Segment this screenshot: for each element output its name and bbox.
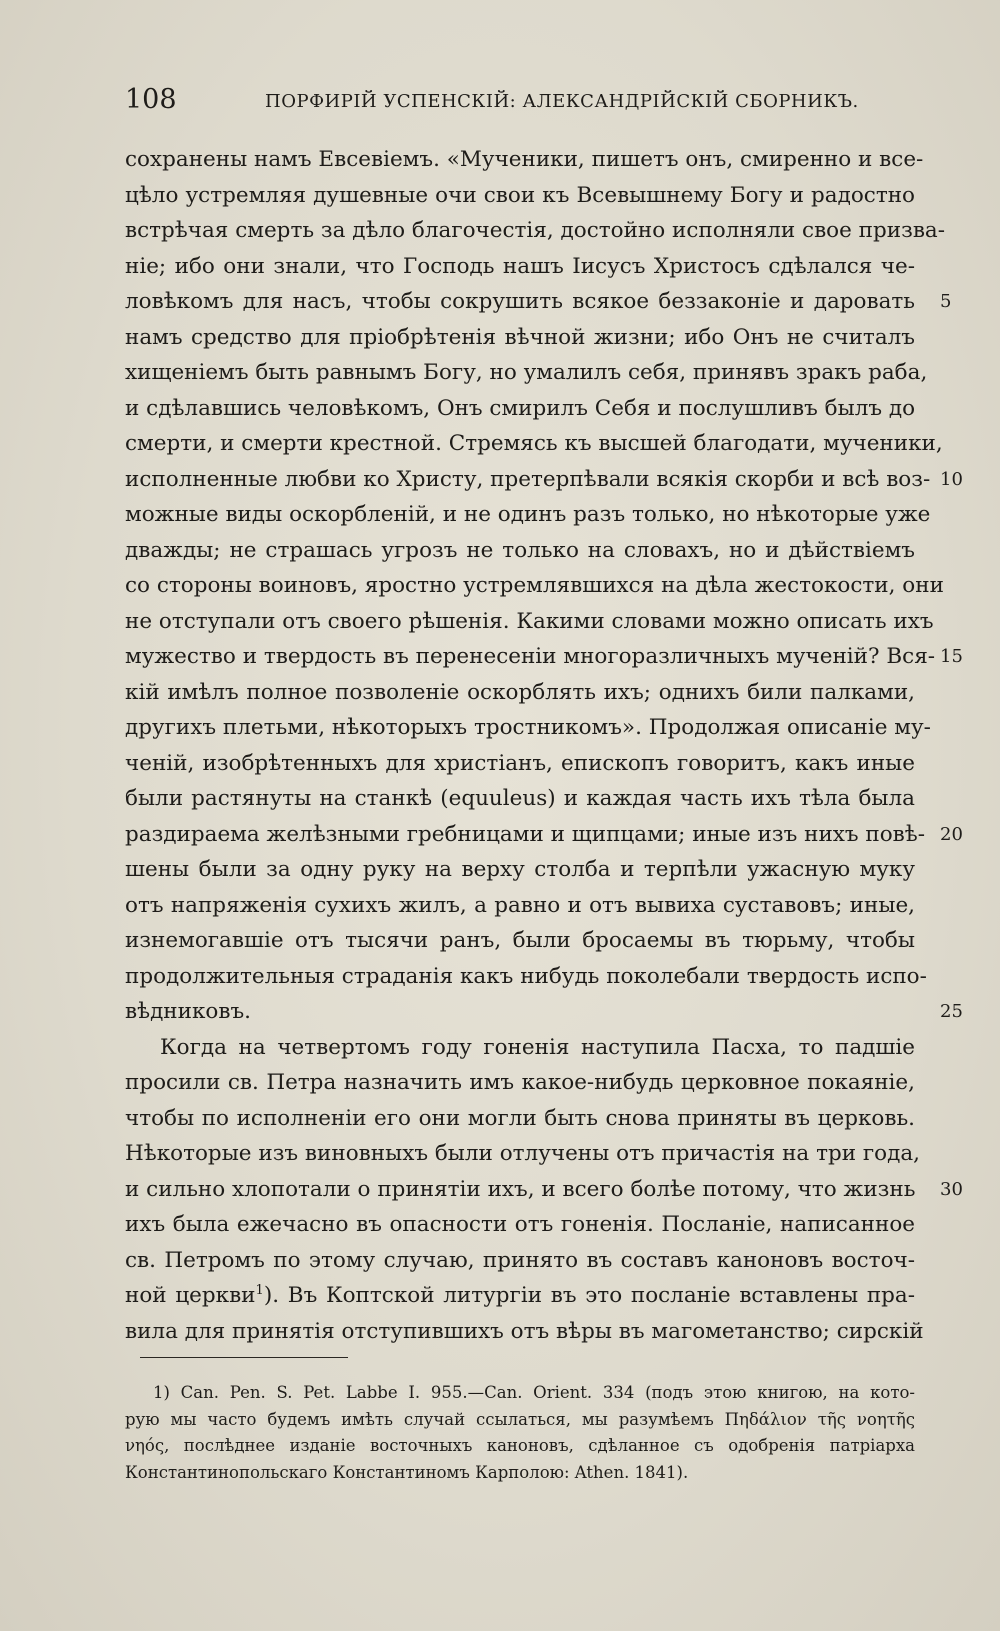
text-line: намъ средство для пріобрѣтенія вѣчной жизни; ибо Онъ не считалъ <box>125 324 915 350</box>
text-line: были растянуты на станкѣ (equuleus) и каждая часть ихъ тѣла была <box>125 786 915 811</box>
text-line: другихъ плетьми, нѣкоторыхъ тростникомъ». Продолжая описаніе му- <box>125 715 931 740</box>
text-line: чтобы по исполненіи его они могли быть снова приняты въ церковь. <box>125 1105 915 1131</box>
page-number: 108 <box>125 84 177 115</box>
text-line: ніе; ибо они знали, что Господь нашъ Іисусъ Христосъ сдѣлался че- <box>125 253 915 279</box>
text-line: и сдѣлавшись человѣкомъ, Онъ смирилъ Себя и послушливъ былъ до <box>125 395 916 421</box>
text-line: продолжительныя страданія какъ нибудь поколебали твердость испо- <box>125 963 927 989</box>
line-number: 5 <box>940 291 952 312</box>
line-number: 15 <box>940 646 963 667</box>
footnote-line: Константинопольскаго Константиномъ Карполою: Athen. 1841). <box>125 1462 689 1482</box>
text-line: хищеніемъ быть равнымъ Богу, но умалилъ себя, принявъ зракъ раба, <box>125 360 928 385</box>
line-number: 10 <box>940 468 963 490</box>
footnote-reference: 1 <box>255 1282 264 1298</box>
line-number: 30 <box>940 1178 963 1200</box>
text-line: цѣло устремляя душевные очи свои къ Всевышнему Богу и радостно <box>125 182 915 208</box>
main-text <box>125 142 963 1349</box>
text-line: вила для принятія отступившихъ отъ вѣры въ магометанство; сирскій <box>125 1318 924 1344</box>
text-line: кій имѣлъ полное позволеніе оскорблять ихъ; однихъ били палками, <box>125 679 915 705</box>
text-line: шены были за одну руку на верху столба и терпѣли ужасную муку <box>125 857 915 882</box>
text-line: мужество и твердость въ перенесеніи многоразличныхъ мученій? Вся- 15 <box>125 639 915 675</box>
text-line: св. Петромъ по этому случаю, принято въ составъ каноновъ восточ- <box>125 1247 915 1273</box>
text-line: просили св. Петра назначить имъ какое-нибудь церковное покаяніе, <box>125 1070 915 1095</box>
text-line: и сильно хлопотали о принятіи ихъ, и всего болѣе потому, что жизнь 30 <box>125 1172 915 1208</box>
line-number: 25 <box>940 1001 963 1022</box>
text-line: ной церкви$^1$). Въ Коптской литургіи въ это посланіе вставлены пра- <box>125 1282 916 1308</box>
text-line: отъ напряженія сухихъ жилъ, а равно и отъ вывиха суставовъ; иные, <box>125 892 915 918</box>
text-line: можные виды оскорбленій, и не одинъ разъ только, но нѣкоторые уже <box>125 502 931 527</box>
footnote-line: рую мы часто будемъ имѣть случай ссылаться, мы разумѣемъ Πηδάλιον τῆς νοητῆς <box>125 1409 915 1429</box>
text-line: ловѣкомъ для насъ, чтобы сокрушить всякое беззаконіе и даровать 5 <box>125 284 915 320</box>
text-line: раздираема желѣзными гребницами и щипцами; иные изъ нихъ повѣ- 20 <box>125 817 915 853</box>
footnote-line: 1) Can. Pen. S. Pet. Labbe I. 955.—Can. Orient. 334 (подъ этою книгою, на кото- <box>153 1383 915 1402</box>
text-line: Нѣкоторые изъ виновныхъ были отлучены отъ причастія на три года, <box>125 1141 920 1166</box>
text-line: встрѣчая смерть за дѣло благочестія, достойно исполняли свое призва- <box>125 218 946 243</box>
line-number: 20 <box>940 823 963 845</box>
text-line: со стороны воиновъ, яростно устремлявшихся на дѣла жестокости, они <box>125 573 944 598</box>
text-line: не отступали отъ своего рѣшенія. Какими словами можно описать ихъ <box>125 608 934 634</box>
text-line: Когда на четвертомъ году гоненія наступила Пасха, то падшіе <box>160 1034 915 1060</box>
text-line: ихъ была ежечасно въ опасности отъ гоненія. Посланіе, написанное <box>125 1212 915 1237</box>
text-line: смерти, и смерти крестной. Стремясь къ высшей благодати, мученики, <box>125 431 943 456</box>
text-line: изнемогавшіе отъ тысячи ранъ, были бросаемы въ тюрьму, чтобы <box>125 928 915 953</box>
page-header <box>125 82 859 118</box>
text-line: исполненные любви ко Христу, претерпѣвали всякія скорби и всѣ воз- 10 <box>125 462 915 498</box>
text-line: сохранены намъ Евсевіемъ. «Мученики, пишетъ онъ, смиренно и все- <box>125 147 924 172</box>
text-line: ченій, изобрѣтенныхъ для христіанъ, епископъ говоритъ, какъ иные <box>125 750 915 776</box>
text-line: дважды; не страшась угрозъ не только на словахъ, но и дѣйствіемъ <box>125 537 915 563</box>
running-title: ПОРФИРІЙ УСПЕНСКІЙ: АЛЕКСАНДРІЙСКІЙ СБОРНИКЪ. <box>265 91 859 112</box>
footnote-divider <box>140 1357 348 1358</box>
footnote-line: νηός, послѣднее изданіе восточныхъ каноновъ, сдѣланное съ одобренія патріарха <box>125 1436 915 1455</box>
text-line: вѣдниковъ. 25 <box>125 994 915 1030</box>
footnote <box>125 1380 915 1486</box>
